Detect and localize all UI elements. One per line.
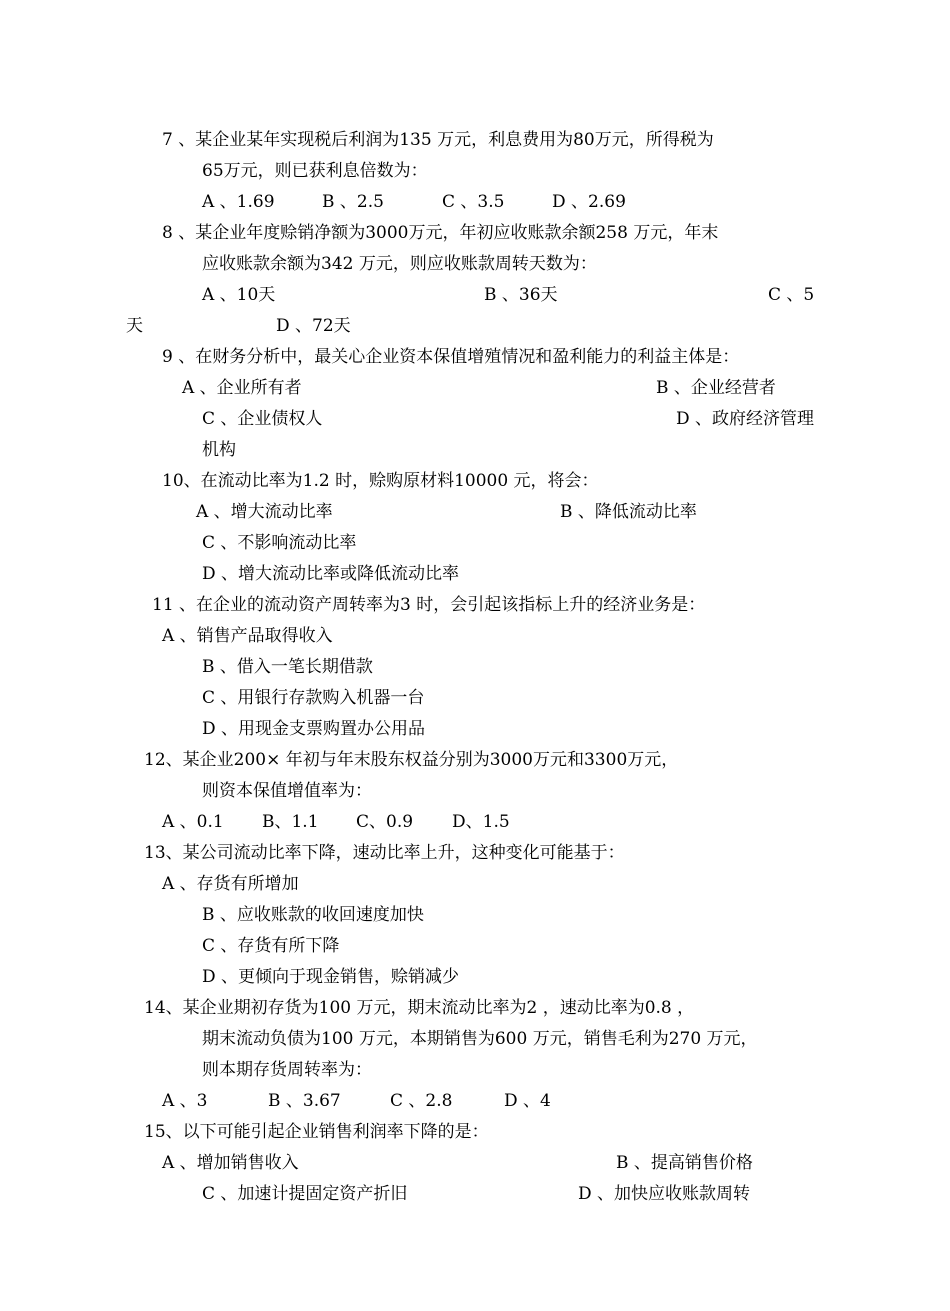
- q9-option-b: B 、企业经营者: [656, 378, 776, 398]
- q14-stem-line3: 则本期存货周转率为：: [202, 1060, 372, 1080]
- q7-stem-line1: 7 、某企业某年实现税后利润为135 万元，利息费用为80万元，所得税为: [162, 130, 714, 150]
- q10-option-a: A 、增大流动比率: [196, 502, 333, 522]
- q8-option-b: B 、36天: [484, 285, 558, 305]
- q7-option-c: C 、3.5: [442, 192, 505, 212]
- q10-stem: 10、在流动比率为1.2 时，赊购原材料10000 元，将会：: [162, 471, 599, 491]
- q7-stem-line2: 65万元，则已获利息倍数为：: [202, 161, 428, 181]
- q13-option-c: C 、存货有所下降: [202, 936, 340, 956]
- q9-option-d-continued: 机构: [202, 440, 236, 460]
- q12-option-a: A 、0.1: [162, 812, 224, 832]
- q9-option-d: D 、政府经济管理: [676, 409, 815, 429]
- q14-stem-line2: 期末流动负债为100 万元，本期销售为600 万元，销售毛利为270 万元，: [202, 1029, 758, 1049]
- q10-option-c: C 、不影响流动比率: [202, 533, 357, 553]
- q8-option-a: A 、10天: [202, 285, 276, 305]
- q13-option-a: A 、存货有所增加: [162, 874, 299, 894]
- q12-option-c: C、0.9: [356, 812, 414, 832]
- q14-option-b: B 、3.67: [268, 1091, 341, 1111]
- q14-stem-line1: 14、某企业期初存货为100 万元，期末流动比率为2 ，速动比率为0.8 ，: [144, 998, 695, 1018]
- q10-option-b: B 、降低流动比率: [560, 502, 697, 522]
- q9-option-c: C 、企业债权人: [202, 409, 323, 429]
- q15-stem: 15、以下可能引起企业销售利润率下降的是：: [144, 1122, 489, 1142]
- q8-option-d: D 、72天: [276, 316, 351, 336]
- q15-option-b: B 、提高销售价格: [616, 1153, 753, 1173]
- q15-option-c: C 、加速计提固定资产折旧: [202, 1184, 408, 1204]
- q11-option-b: B 、借入一笔长期借款: [202, 657, 373, 677]
- q10-option-d: D 、增大流动比率或降低流动比率: [202, 564, 460, 584]
- q15-option-a: A 、增加销售收入: [162, 1153, 299, 1173]
- q7-option-a: A 、1.69: [202, 192, 275, 212]
- q8-option-c-continued: 天: [126, 316, 143, 336]
- q11-option-c: C 、用银行存款购入机器一台: [202, 688, 425, 708]
- q9-option-a: A 、企业所有者: [182, 378, 302, 398]
- q15-option-d: D 、加快应收账款周转: [578, 1184, 751, 1204]
- q8-stem-line2: 应收账款余额为342 万元，则应收账款周转天数为：: [202, 254, 597, 274]
- q11-stem: 11 、在企业的流动资产周转率为3 时，会引起该指标上升的经济业务是：: [152, 595, 706, 615]
- q13-option-b: B 、应收账款的收回速度加快: [202, 905, 424, 925]
- q14-option-c: C 、2.8: [390, 1091, 453, 1111]
- q9-stem: 9 、在财务分析中，最关心企业资本保值增殖情况和盈利能力的利益主体是：: [162, 347, 740, 367]
- q8-option-c: C 、5: [768, 285, 815, 305]
- q7-option-b: B 、2.5: [322, 192, 384, 212]
- q13-stem: 13、某公司流动比率下降，速动比率上升，这种变化可能基于：: [144, 843, 625, 863]
- q11-option-d: D 、用现金支票购置办公用品: [202, 719, 426, 739]
- q12-option-d: D、1.5: [452, 812, 510, 832]
- q12-stem-line1: 12、某企业200× 年初与年末股东权益分别为3000万元和3300万元，: [144, 750, 679, 770]
- q11-option-a: A 、销售产品取得收入: [162, 626, 333, 646]
- q13-option-d: D 、更倾向于现金销售，赊销减少: [202, 967, 460, 987]
- q12-stem-line2: 则资本保值增值率为：: [202, 781, 372, 801]
- q14-option-a: A 、3: [162, 1091, 208, 1111]
- q7-option-d: D 、2.69: [552, 192, 626, 212]
- q14-option-d: D 、4: [504, 1091, 551, 1111]
- q12-option-b: B、1.1: [262, 812, 319, 832]
- q8-stem-line1: 8 、某企业年度赊销净额为3000万元，年初应收账款余额258 万元，年末: [162, 223, 719, 243]
